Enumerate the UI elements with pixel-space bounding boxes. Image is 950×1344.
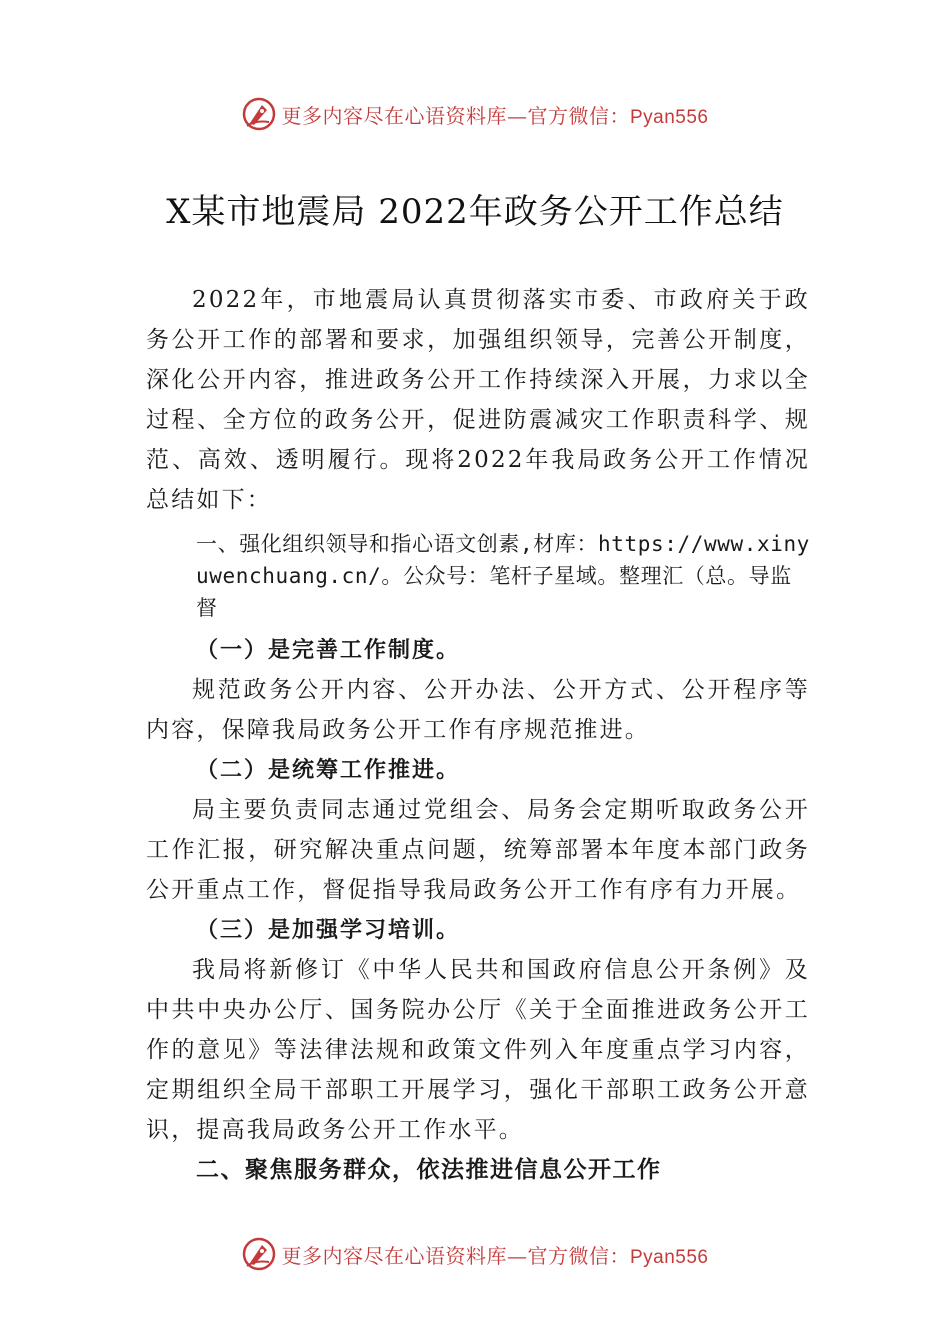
footer-banner xyxy=(0,1234,950,1274)
document-title: X某市地震局 2022年政务公开工作总结 xyxy=(166,192,784,232)
intro-paragraph: 2022年，市地震局认真贯彻落实市委、市政府关于政务公开工作的部署和要求，加强组织领导，完善公开制度，深化公开内容，推进政务公开工作持续深入开展，力求以全过程、全方位的政务公开，促进防震减灾工作职责科学、规范、高效、透明履行。现将2022年我局政务公开工作情况总结如下： xyxy=(146,287,810,513)
sub2-heading: （二）是统筹工作推进。 xyxy=(196,757,461,783)
document-body xyxy=(146,280,810,1190)
banner-text: 更多内容尽在心语资料库—官方微信：Pyan556 xyxy=(281,1243,709,1268)
sub1-text: 规范政务公开内容、公开办法、公开方式、公开程序等内容，保障我局政务公开工作有序规范推进。 xyxy=(146,677,810,743)
sub2-text: 局主要负责同志通过党组会、局务会定期听取政务公开工作汇报，研究解决重点问题，统筹部署本年度本部门政务公开重点工作，督促指导我局政务公开工作有序有力开展。 xyxy=(146,797,810,903)
sub3-heading: （三）是加强学习培训。 xyxy=(196,917,461,943)
wechat-id: Pyan556 xyxy=(629,1246,709,1268)
section2-heading: 二、聚焦服务群众，依法推进信息公开工作 xyxy=(196,1157,662,1183)
wechat-id: Pyan556 xyxy=(629,106,709,128)
pen-nib-logo-icon xyxy=(241,96,277,132)
pen-nib-logo-icon xyxy=(241,1236,277,1272)
sub1-heading: （一）是完善工作制度。 xyxy=(196,637,461,663)
section1-heading: 一、强化组织领导和指心语文创素,材库：https://www.xinyuwenchuang.cn/。公众号：笔杆子星域。整理汇（总。导监督 xyxy=(196,532,810,620)
header-banner xyxy=(0,94,950,134)
sub3-text: 我局将新修订《中华人民共和国政府信息公开条例》及中共中央办公厅、国务院办公厅《关于全面推进政务公开工作的意见》等法律法规和政策文件列入年度重点学习内容， 定期组织全局干部职工开展学习，强化干部职工政务公开意识，提高我局政务公开工作水平。 xyxy=(146,957,810,1143)
banner-text: 更多内容尽在心语资料库—官方微信：Pyan556 xyxy=(281,103,709,128)
